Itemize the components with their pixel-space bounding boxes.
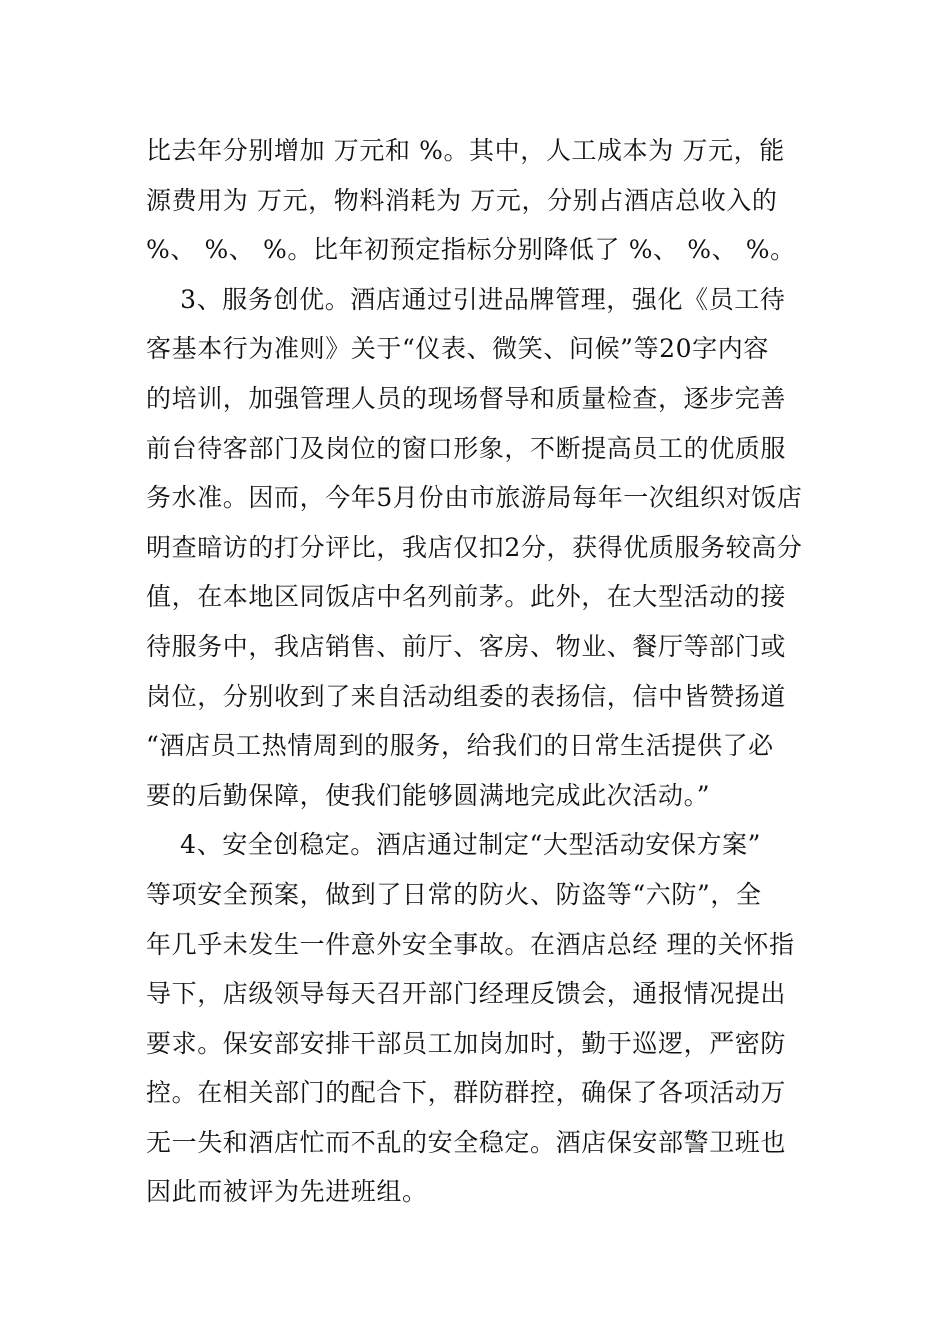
text-line: 明查暗访的打分评比，我店仅扣2分，获得优质服务较高分 — [146, 532, 803, 562]
text-line: 3、服务创优。酒店通过引进品牌管理，强化《员工待 — [146, 284, 786, 314]
text-line: 导下，店级领导每天召开部门经理反馈会，通报情况提出 — [146, 979, 787, 1009]
text-line: 比去年分别增加 万元和 %。其中，人工成本为 万元，能 — [146, 136, 785, 165]
text-line: 的培训，加强管理人员的现场督导和质量检查，逐步完善 — [146, 383, 787, 413]
text-line: 4、安全创稳定。酒店通过制定“大型活动安保方案” — [146, 830, 762, 860]
text-line: 值，在本地区同饭店中名列前茅。此外，在大型活动的接 — [146, 582, 787, 612]
text-line: 务水准。因而，今年5月份由市旅游局每年一次组织对饭店 — [146, 483, 803, 513]
text-line: 要的后勤保障，使我们能够圆满地完成此次活动。” — [146, 780, 711, 810]
text-line: 岗位，分别收到了来自活动组委的表扬信，信中皆赞扬道 — [146, 681, 787, 711]
text-line: 等项安全预案，做到了日常的防火、防盗等“六防”，全 — [146, 879, 762, 909]
text-line: 要求。保安部安排干部员工加岗加时，勤于巡逻，严密防 — [146, 1028, 787, 1058]
text-line: 源费用为 万元，物料消耗为 万元，分别占酒店总收入的 — [146, 185, 778, 215]
text-line: 年几乎未发生一件意外安全事故。在酒店总经 理的关怀指 — [146, 929, 795, 959]
text-line: 因此而被评为先进班组。 — [146, 1177, 428, 1207]
text-line: 待服务中，我店销售、前厅、客房、物业、餐厅等部门或 — [146, 631, 787, 661]
text-line: 客基本行为准则》关于“仪表、微笑、问候”等20字内容 — [146, 334, 769, 364]
text-line: “酒店员工热情周到的服务，给我们的日常生活提供了必 — [146, 731, 774, 761]
text-line: 无一失和酒店忙而不乱的安全稳定。酒店保安部警卫班也 — [146, 1127, 787, 1157]
document-body — [146, 126, 808, 1217]
text-line: 前台待客部门及岗位的窗口形象，不断提高员工的优质服 — [146, 433, 787, 463]
text-line: 控。在相关部门的配合下，群防群控，确保了各项活动万 — [146, 1078, 787, 1108]
text-line: %、 %、 %。比年初预定指标分别降低了 %、 %、 %。 — [146, 235, 796, 265]
